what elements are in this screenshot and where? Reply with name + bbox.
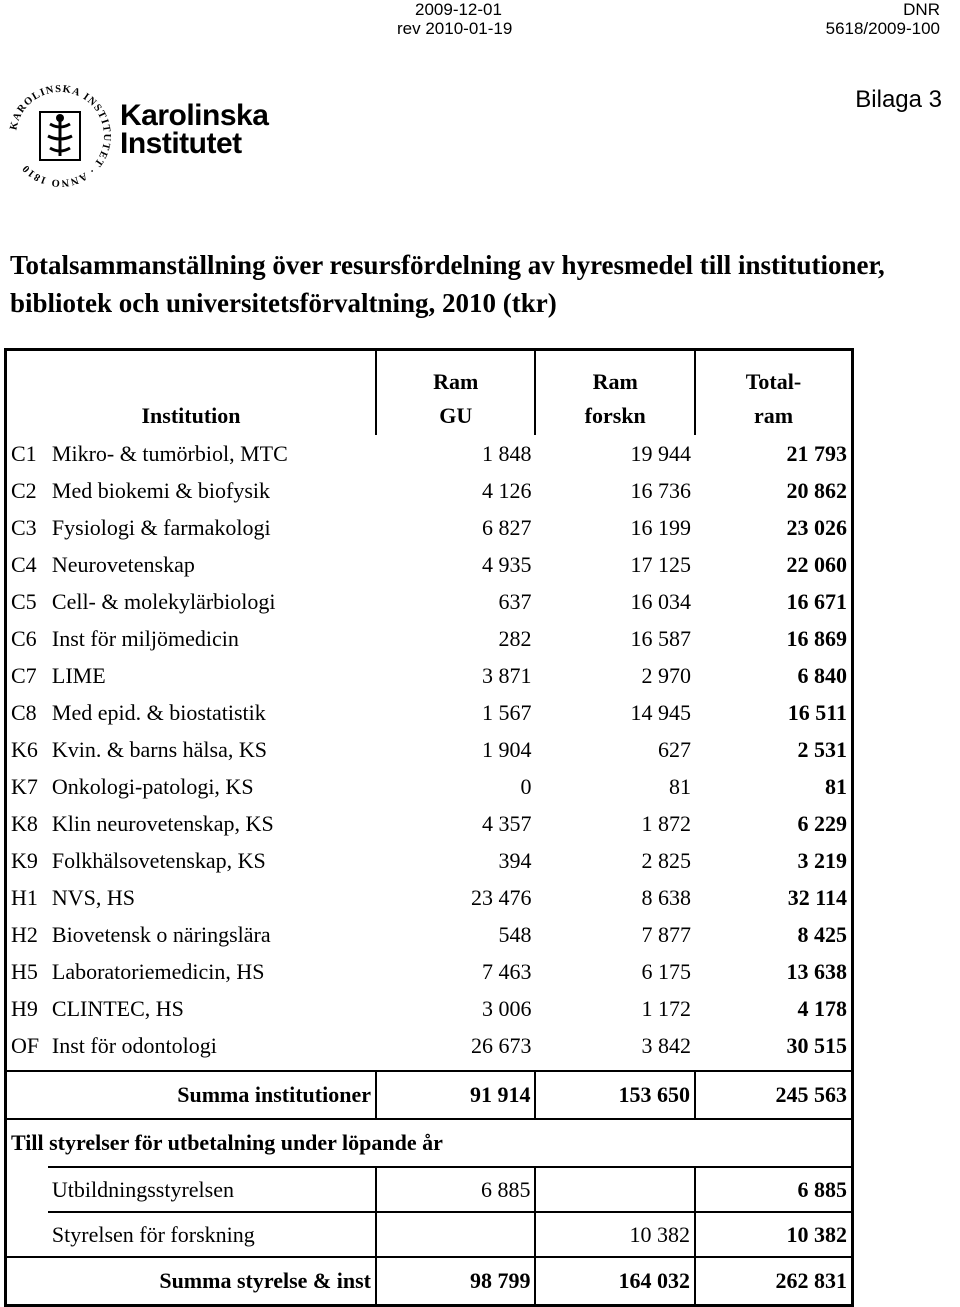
table-row <box>6 879 853 916</box>
row-ram-forskn: 6 175 <box>641 958 691 984</box>
summa-institutioner-total: 245 563 <box>695 1071 853 1119</box>
table-row <box>6 472 853 509</box>
row-ram-gu: 3 871 <box>481 662 532 688</box>
row-code: H1 <box>6 879 48 916</box>
row-ram-gu: 4 126 <box>481 477 532 503</box>
row-code: K8 <box>6 805 48 842</box>
row-ram-gu: 548 <box>498 921 532 947</box>
row-ram-forskn: 19 944 <box>630 440 691 466</box>
header-forskn-line1: Ram <box>535 350 695 398</box>
header-gu-line1: Ram <box>376 350 536 398</box>
row-ram-gu: 26 673 <box>470 1032 532 1058</box>
document-title: Totalsammanställning över resursfördelning av hyresmedel till institutioner, bibliotek och universitetsförvaltning, 2010 (tkr) <box>10 250 885 318</box>
row-code: OF <box>6 1027 48 1064</box>
board-total: 10 382 <box>695 1212 853 1257</box>
header-gu-line2: GU <box>376 397 536 435</box>
row-institution: Inst för miljömedicin <box>51 625 239 651</box>
row-institution: Cell- & molekylärbiologi <box>51 588 276 614</box>
row-ram-gu: 637 <box>498 588 532 614</box>
table-row <box>6 509 853 546</box>
row-total: 4 178 <box>695 990 853 1027</box>
row-institution: Mikro- & tumörbiol, MTC <box>51 440 288 466</box>
summa-institutioner-label: Summa institutioner <box>6 1071 376 1119</box>
spacer-row <box>6 1064 853 1071</box>
header-institution: Institution <box>6 397 376 435</box>
board-total: 6 885 <box>695 1167 853 1212</box>
table-row <box>6 916 853 953</box>
row-ram-forskn: 16 587 <box>630 625 691 651</box>
row-code: C1 <box>6 435 48 472</box>
karolinska-seal-icon <box>4 80 116 192</box>
table-row <box>6 657 853 694</box>
header-row-2 <box>6 397 853 435</box>
row-total: 6 229 <box>695 805 853 842</box>
revision-date: rev 2010-01-19 <box>397 19 513 38</box>
row-institution: NVS, HS <box>51 884 136 910</box>
row-total: 2 531 <box>695 731 853 768</box>
board-row <box>6 1212 853 1257</box>
row-ram-gu: 7 463 <box>481 958 532 984</box>
row-code: C7 <box>6 657 48 694</box>
row-total: 20 862 <box>695 472 853 509</box>
row-institution: Klin neurovetenskap, KS <box>51 810 274 836</box>
row-code: C5 <box>6 583 48 620</box>
table-row <box>6 546 853 583</box>
table-row <box>6 842 853 879</box>
row-code: H5 <box>6 953 48 990</box>
row-code: C3 <box>6 509 48 546</box>
row-ram-gu: 1 848 <box>481 440 532 466</box>
row-ram-gu: 394 <box>498 847 532 873</box>
row-ram-gu: 23 476 <box>470 884 532 910</box>
dnr-number: 5618/2009-100 <box>825 19 940 38</box>
row-total: 16 869 <box>695 620 853 657</box>
header-total-line1: Total- <box>695 350 853 398</box>
row-total: 81 <box>695 768 853 805</box>
row-code: K6 <box>6 731 48 768</box>
board-ram-gu: 6 885 <box>376 1167 536 1212</box>
row-institution: Inst för odontologi <box>51 1032 217 1058</box>
table-row <box>6 694 853 731</box>
row-code: K9 <box>6 842 48 879</box>
row-ram-forskn: 17 125 <box>630 551 691 577</box>
row-total: 30 515 <box>695 1027 853 1064</box>
row-code: C4 <box>6 546 48 583</box>
row-total: 8 425 <box>695 916 853 953</box>
header-forskn-line2: forskn <box>535 397 695 435</box>
row-ram-forskn: 2 825 <box>641 847 691 873</box>
boards-heading-row <box>6 1119 853 1167</box>
row-institution: LIME <box>51 662 106 688</box>
row-code: H2 <box>6 916 48 953</box>
summa-styrelse-total: 262 831 <box>695 1257 853 1306</box>
summa-institutioner-forskn: 153 650 <box>535 1071 695 1119</box>
summa-styrelse-label: Summa styrelse & inst <box>6 1257 376 1306</box>
row-ram-gu: 6 827 <box>481 514 532 540</box>
table-row <box>6 1027 853 1064</box>
row-total: 21 793 <box>695 435 853 472</box>
row-total: 23 026 <box>695 509 853 546</box>
row-institution: CLINTEC, HS <box>51 995 184 1021</box>
board-name: Utbildningsstyrelsen <box>48 1167 376 1212</box>
appendix-label: Bilaga 3 <box>855 86 942 113</box>
row-institution: Neurovetenskap <box>51 551 195 577</box>
row-ram-gu: 4 935 <box>481 551 532 577</box>
header-row-1 <box>6 350 853 398</box>
row-total: 16 511 <box>695 694 853 731</box>
row-ram-forskn: 16 034 <box>630 588 691 614</box>
row-institution: Med biokemi & biofysik <box>51 477 271 503</box>
row-institution: Med epid. & biostatistik <box>51 699 266 725</box>
row-institution: Fysiologi & farmakologi <box>51 514 271 540</box>
header-total-line2: ram <box>695 397 853 435</box>
resource-table <box>4 348 854 1307</box>
document-date: 2009-12-01 <box>415 0 502 19</box>
svg-text:KAROLINSKA INSTITUTET · ANNO 1: KAROLINSKA INSTITUTET · ANNO 1810 <box>8 83 113 189</box>
row-ram-forskn: 8 638 <box>641 884 691 910</box>
board-row <box>6 1167 853 1212</box>
row-total: 6 840 <box>695 657 853 694</box>
row-institution: Folkhälsovetenskap, KS <box>51 847 266 873</box>
row-ram-forskn: 16 736 <box>630 477 691 503</box>
row-code: H9 <box>6 990 48 1027</box>
row-code: C8 <box>6 694 48 731</box>
row-ram-gu: 3 006 <box>481 995 532 1021</box>
karolinska-logo <box>4 80 269 195</box>
row-total: 13 638 <box>695 953 853 990</box>
karolinska-wordmark <box>120 99 269 160</box>
table-row <box>6 953 853 990</box>
row-institution: Onkologi-patologi, KS <box>51 773 254 799</box>
row-code: C2 <box>6 472 48 509</box>
row-ram-forskn: 627 <box>657 736 691 762</box>
row-ram-forskn: 14 945 <box>630 699 691 725</box>
row-total: 16 671 <box>695 583 853 620</box>
boards-heading: Till styrelser för utbetalning under löpande år <box>6 1119 536 1167</box>
row-code: K7 <box>6 768 48 805</box>
row-ram-forskn: 16 199 <box>630 514 691 540</box>
row-ram-gu: 4 357 <box>481 810 532 836</box>
logo-line-1: Karolinska <box>120 99 269 132</box>
row-ram-forskn: 81 <box>668 773 691 799</box>
row-ram-gu: 0 <box>520 773 532 799</box>
summa-styrelse-forskn: 164 032 <box>535 1257 695 1306</box>
row-ram-forskn: 1 172 <box>641 995 691 1021</box>
row-institution: Laboratoriemedicin, HS <box>51 958 265 984</box>
summa-styrelse-gu: 98 799 <box>376 1257 536 1306</box>
row-ram-gu: 282 <box>498 625 532 651</box>
board-ram-forskn: 10 382 <box>535 1212 695 1257</box>
table-row <box>6 620 853 657</box>
row-total: 32 114 <box>695 879 853 916</box>
row-ram-gu: 1 567 <box>481 699 532 725</box>
row-ram-gu: 1 904 <box>481 736 532 762</box>
summa-styrelse-row <box>6 1257 853 1306</box>
table-row <box>6 583 853 620</box>
row-total: 22 060 <box>695 546 853 583</box>
table-row <box>6 990 853 1027</box>
row-ram-forskn: 3 842 <box>641 1032 691 1058</box>
logo-line-2: Institutet <box>120 127 242 160</box>
board-name: Styrelsen för forskning <box>48 1212 376 1257</box>
row-institution: Kvin. & barns hälsa, KS <box>51 736 267 762</box>
row-code: C6 <box>6 620 48 657</box>
row-ram-forskn: 7 877 <box>641 921 691 947</box>
row-ram-forskn: 2 970 <box>641 662 691 688</box>
row-total: 3 219 <box>695 842 853 879</box>
table-row <box>6 768 853 805</box>
summa-institutioner-gu: 91 914 <box>376 1071 536 1119</box>
dnr-label: DNR <box>903 0 940 19</box>
table-row <box>6 805 853 842</box>
row-ram-forskn: 1 872 <box>641 810 691 836</box>
board-ram-forskn <box>535 1167 695 1212</box>
board-ram-gu <box>376 1212 536 1257</box>
table-row <box>6 435 853 472</box>
table-row <box>6 731 853 768</box>
row-institution: Biovetensk o näringslära <box>51 921 271 947</box>
summa-institutioner-row <box>6 1071 853 1119</box>
